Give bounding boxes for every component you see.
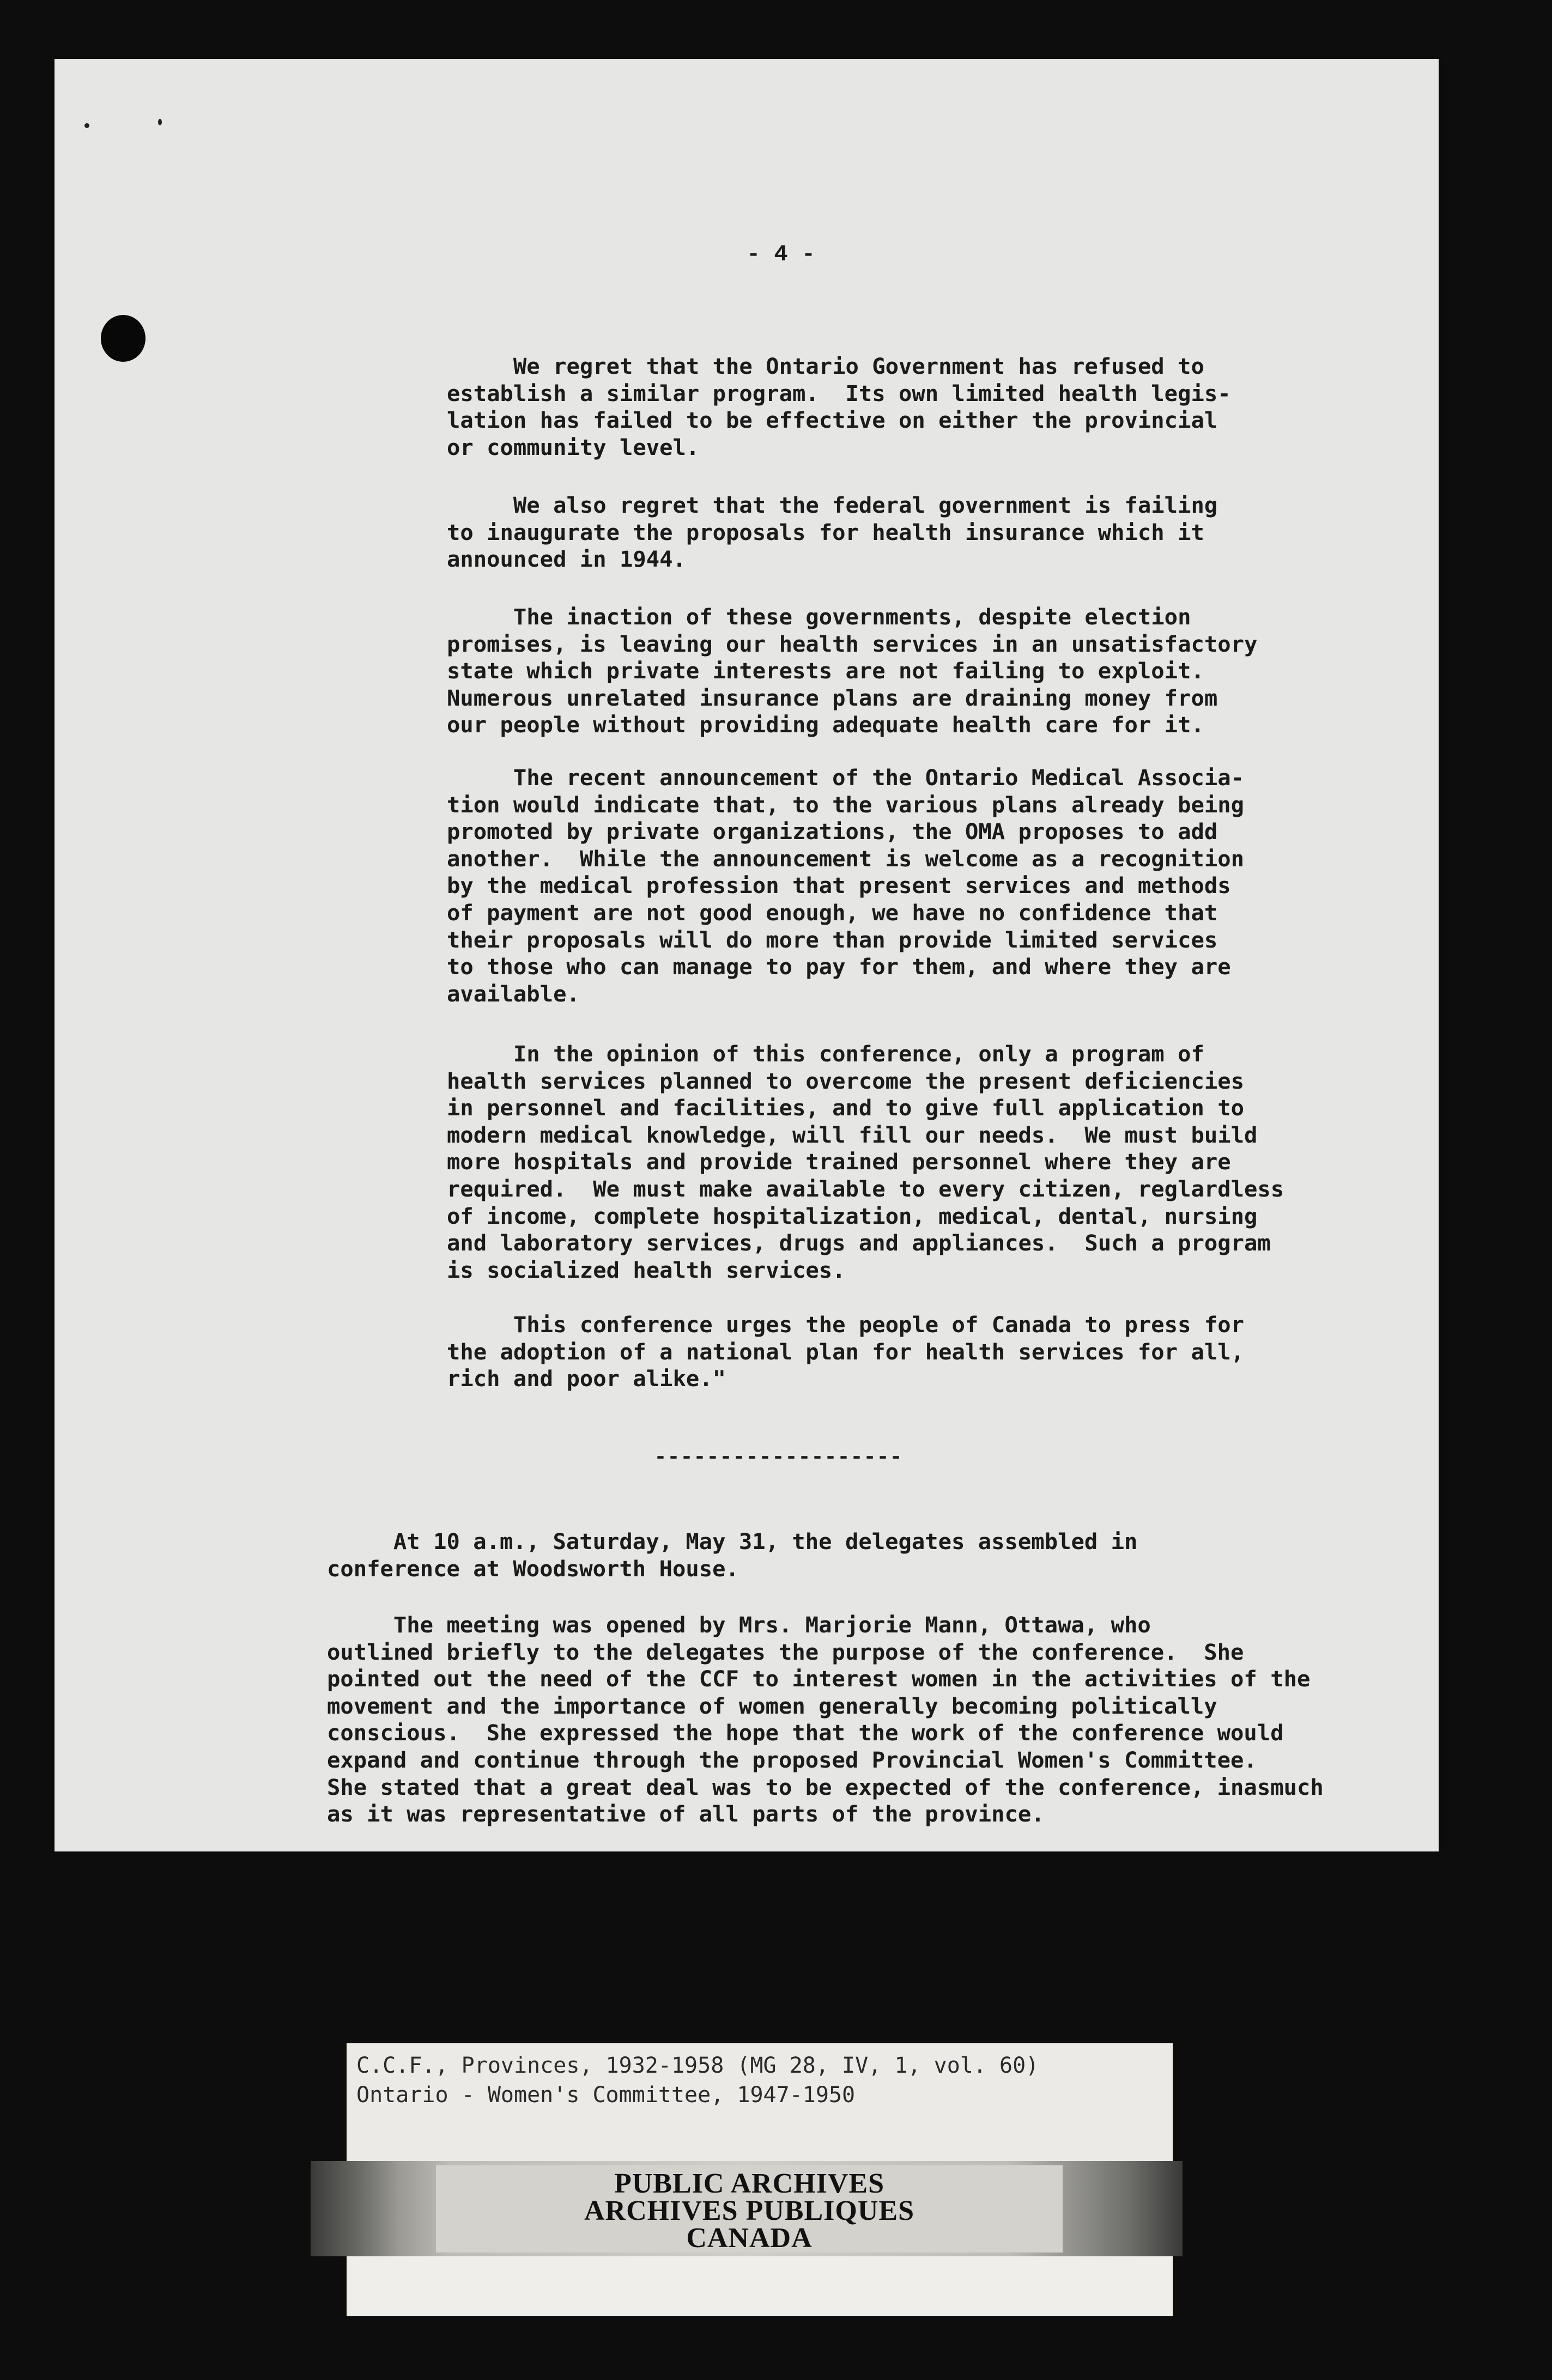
punch-hole bbox=[101, 315, 146, 362]
archive-index-card bbox=[347, 2043, 1173, 2164]
stamp-line-english: PUBLIC ARCHIVES bbox=[614, 2168, 885, 2199]
stamp-tape bbox=[436, 2165, 1063, 2252]
ink-speck bbox=[158, 119, 162, 125]
section-divider: ------------------- bbox=[654, 1446, 903, 1470]
ink-speck bbox=[84, 123, 89, 128]
archive-reference: C.C.F., Provinces, 1932-1958 (MG 28, IV, 1, vol. 60) bbox=[356, 2053, 1039, 2078]
paragraph: We regret that the Ontario Government has refused to establish a similar program. Its own limited health legis- lation has failed to be effective on either the provincial or community level. bbox=[447, 353, 1231, 460]
paragraph: This conference urges the people of Canada to press for the adoption of a national plan for health services for all, rich and poor alike." bbox=[447, 1312, 1244, 1392]
document-page bbox=[54, 59, 1439, 1851]
paragraph: The inaction of these governments, despite election promises, is leaving our health services in an unsatisfactory state which private interests are not failing to exploit. Numerous unrelated insurance plans are draining money from our people without providing adequate health care for it. bbox=[447, 604, 1258, 738]
paragraph: We also regret that the federal government is failing to inaugurate the proposals for health insurance which it announced in 1944. bbox=[447, 492, 1218, 573]
archive-subject: Ontario - Women's Committee, 1947-1950 bbox=[356, 2082, 856, 2108]
paragraph: In the opinion of this conference, only a program of health services planned to overcome the present deficiencies in personnel and facilities, and to give full application to modern medical knowledge, will fill our needs. We must build more hospitals and provide trained personnel where they are required. We must make available to every citizen, reglardless of income, complete hospitalization, medical, dental, nursing and laboratory services, drugs and appliances. Such a program is socialized health services. bbox=[447, 1041, 1284, 1283]
page-number: - 4 - bbox=[747, 241, 816, 268]
label-strip bbox=[347, 2256, 1173, 2316]
paragraph: At 10 a.m., Saturday, May 31, the delegates assembled in conference at Woodsworth House. bbox=[327, 1528, 1138, 1582]
archives-stamp bbox=[311, 2161, 1183, 2256]
paragraph: The recent announcement of the Ontario Medical Associa- tion would indicate that, to the various plans already being promoted by private organizations, the OMA proposes to add another. While the announcement is welcome as a recognition by the medical profession that present services and methods of payment are not good enough, we have no confidence that their proposals will do more than provide limited services to those who can manage to pay for them, and where they are available. bbox=[447, 764, 1244, 1007]
stamp-line-french: ARCHIVES PUBLIQUES bbox=[584, 2195, 915, 2226]
stamp-line-country: CANADA bbox=[686, 2223, 813, 2254]
paragraph: The meeting was opened by Mrs. Marjorie Mann, Ottawa, who outlined briefly to the delegates the purpose of the conference. She pointed out the need of the CCF to interest women in the activities of the movement and the importance of women generally becoming politically conscious. She expressed the hope that the work of the conference would expand and continue through the proposed Provincial Women's Committee. She stated that a great deal was to be expected of the conference, inasmuch as it was representative of all parts of the province. bbox=[327, 1612, 1324, 1827]
